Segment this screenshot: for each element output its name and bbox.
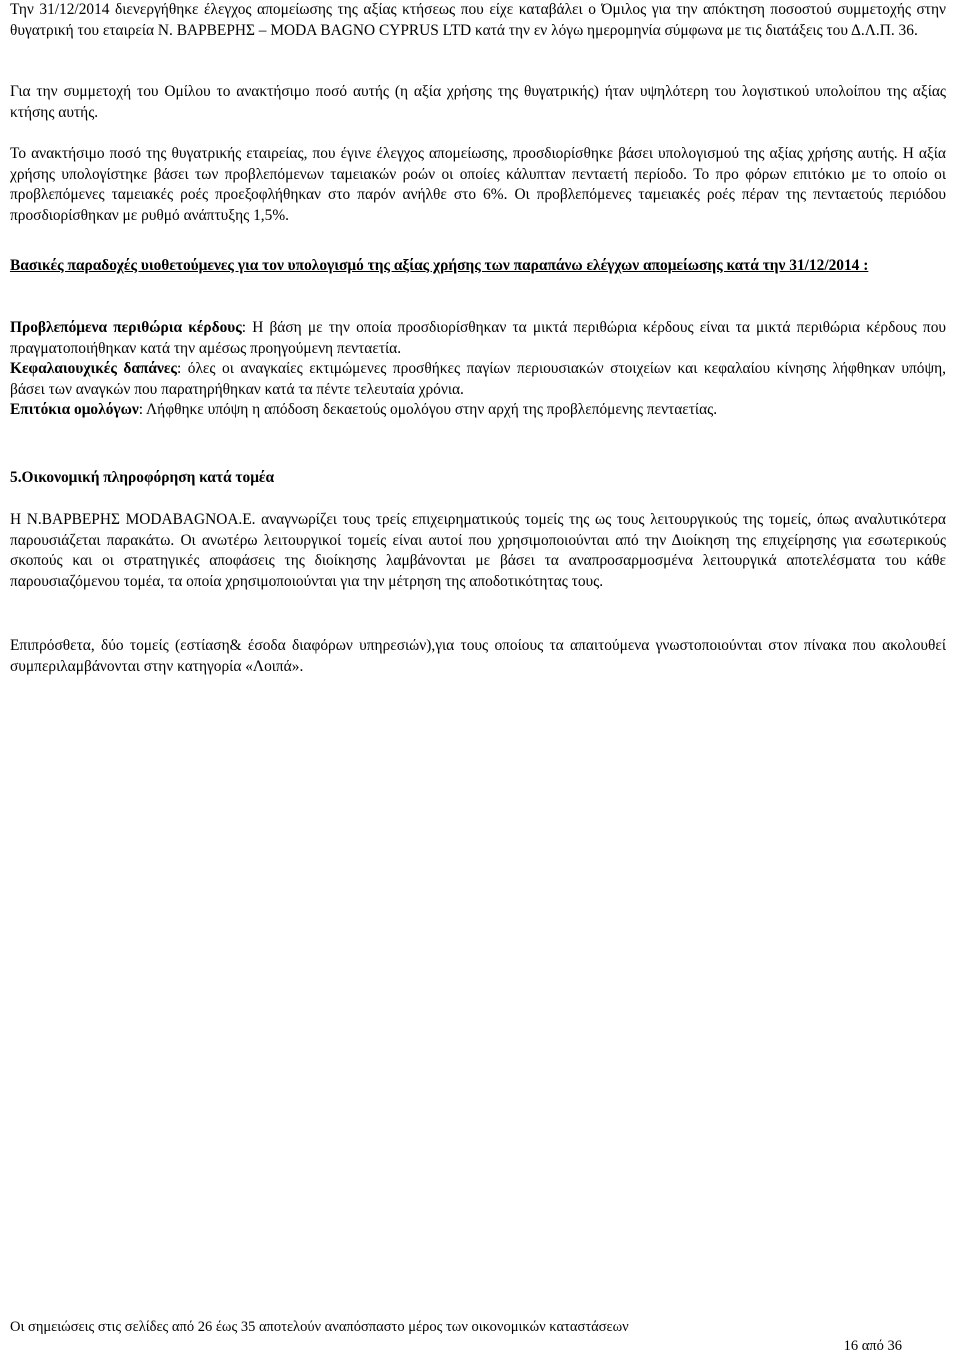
paragraph-key-assumptions: Βασικές παραδοχές υιοθετούμενες για τον υπολογισμό της αξίας χρήσης των παραπάνω ελέγχων απομείωσης κατά την 31/12/2014 :	[10, 257, 869, 274]
paragraph-impairment-test: Την 31/12/2014 διενεργήθηκε έλεγχος απομείωσης της αξίας κτήσεως που είχε καταβάλει ο Όμιλος για την απόκτηση ποσοστού συμμετοχής στην θυγατρική του εταιρεία Ν. ΒΑΡΒΕΡΗΣ – MODA BAGNO CYPRUS LTD κατά την εν λόγω ημερομηνία σύμφωνα με τις διατάξεις του Δ.Λ.Π. 36.	[10, 1, 946, 39]
section-heading: 5.Οικονομική πληροφόρηση κατά τομέα	[10, 469, 275, 486]
text-capital-expenditure: : όλες οι αναγκαίες εκτιμώμενες προσθήκες παγίων περιουσιακών στοιχείων και κεφαλαίου κίνησης λήφθηκαν υπόψη, βάσει των αναγκών που παρατηρήθηκαν κατά τα πέντε τελευταία χρόνια.	[10, 360, 946, 398]
label-profit-margins: Προβλεπόμενα περιθώρια κέρδους	[10, 319, 242, 336]
label-capital-expenditure: Κεφαλαιουχικές δαπάνες	[10, 360, 177, 377]
label-bond-rates: Επιτόκια ομολόγων	[10, 401, 139, 418]
paragraph-capital-expenditure	[10, 359, 946, 400]
footer-note: Οι σημειώσεις στις σελίδες από 26 έως 35 αποτελούν αναπόσπαστο μέρος των οικονομικών καταστάσεων	[10, 1319, 629, 1335]
paragraph-profit-margins	[10, 318, 946, 359]
text-bond-rates: : Λήφθηκε υπόψη η απόδοση δεκαετούς ομολόγου στην αρχή της προβλεπόμενης πενταετίας.	[138, 401, 718, 418]
paragraph-recoverable-amount: Για την συμμετοχή του Ομίλου το ανακτήσιμο ποσό αυτής (η αξία χρήσης της θυγατρικής) ήταν υψηλότερη του λογιστικού υπολοίπου της αξίας κτήσης αυτής.	[10, 83, 946, 121]
paragraph-value-in-use: Το ανακτήσιμο ποσό της θυγατρικής εταιρείας, που έγινε έλεγχος απομείωσης, προσδιορίσθηκε βάσει υπολογισμού της αξίας χρήσης αυτής. Η αξία χρήσης υπολογίστηκε βάσει των προβλεπόμενων ταμειακών ροών οι οποίες κάλυπταν πενταετή περίοδο. Το προ φόρων επιτόκιο με το οποίο οι προβλεπόμενες ταμειακές ροές προεξοφλήθηκαν στο παρόν ανήλθε στο 6%. Οι προβλεπόμενες ταμειακές ροές πέραν της πενταετούς περιόδου προσδιορίσθηκαν με ρυθμό ανάπτυξης 1,5%.	[10, 145, 946, 224]
paragraph-bond-rates	[10, 400, 946, 421]
text-profit-margins: : Η βάση με την οποία προσδιορίσθηκαν τα μικτά περιθώρια κέρδους είναι τα μικτά περιθώρια κέρδους που πραγματοποιήθηκαν κατά την αμέσως προηγούμενη πενταετία.	[10, 319, 947, 357]
page-number: 16 από 36	[843, 1338, 902, 1354]
paragraph-other-segments: Επιπρόσθετα, δύο τομείς (εστίαση& έσοδα διαφόρων υπηρεσιών),για τους οποίους τα απαιτούμενα γνωστοποιούνται στον πίνακα που ακολουθεί συμπεριλαμβάνονται στην κατηγορία «Λοιπά».	[10, 637, 946, 675]
paragraph-operating-segments: Η Ν.ΒΑΡΒΕΡΗΣ MODABAGNOA.E. αναγνωρίζει τους τρείς επιχειρηματικούς τομείς της ως τους λειτουργικούς της τομείς, όπως αναλυτικότερα παρουσιάζεται παρακάτω. Οι ανωτέρω λειτουργικοί τομείς είναι αυτοί που χρησιμοποιούνται από την Διοίκηση της επιχείρησης για εσωτερικούς σκοπούς και οι στρατηγικές αποφάσεις της διοίκησης λαμβάνονται με βάσει τα αναπροσαρμοσμένα λειτουργικά αποτελέσματα του κάθε παρουσιαζόμενου τομέα, τα οποία χρησιμοποιούνται για την μέτρηση της αποδοτικότητας τους.	[10, 511, 946, 590]
